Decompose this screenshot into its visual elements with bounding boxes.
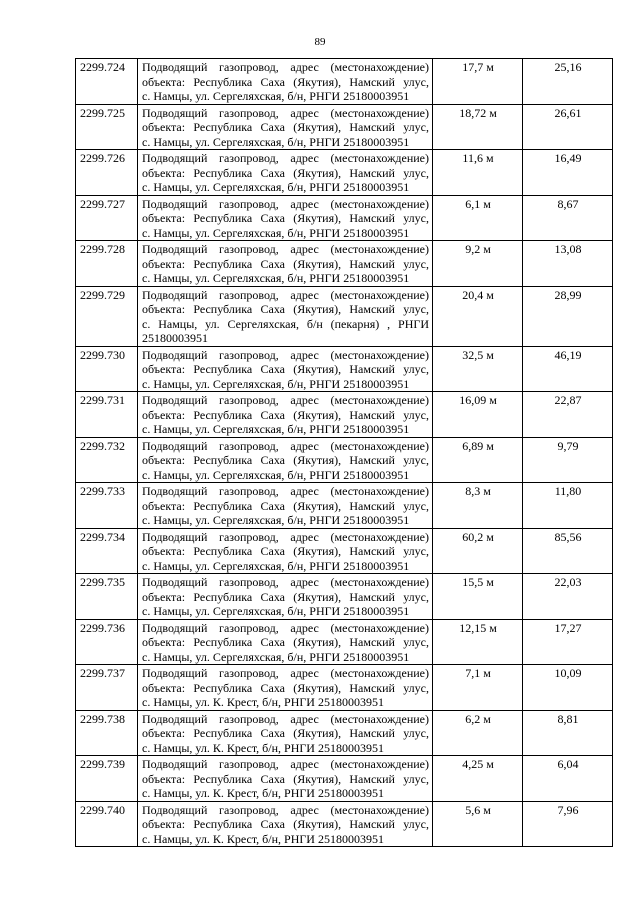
value-cell: 17,27 bbox=[523, 619, 613, 665]
value-cell: 10,09 bbox=[523, 665, 613, 711]
value-cell: 9,79 bbox=[523, 437, 613, 483]
length-cell: 15,5 м bbox=[433, 574, 523, 620]
description-line: с. Намцы, ул. Сергеляхская, б/н, РНГИ 25180003951 bbox=[142, 649, 410, 664]
description-line: объекта: Республика Саха (Якутия), Намский улус, bbox=[142, 498, 429, 513]
length-cell: 32,5 м bbox=[433, 346, 523, 392]
registry-table bbox=[75, 58, 613, 847]
description-line: Подводящий газопровод, адрес (местонахождение) bbox=[142, 757, 429, 771]
description-line: объекта: Республика Саха (Якутия), Намский улус, bbox=[142, 817, 429, 831]
description-line: объекта: Республика Саха (Якутия), Намский улус, bbox=[142, 256, 429, 271]
object-description-cell bbox=[138, 437, 433, 483]
description-line: с. Намцы, ул. Сергеляхская, б/н, РНГИ 25180003951 bbox=[142, 271, 410, 285]
description-line: Подводящий газопровод, адрес (местонахождение) bbox=[142, 484, 429, 498]
table-row bbox=[76, 59, 613, 105]
description-line: Подводящий газопровод, адрес (местонахождение) bbox=[142, 105, 429, 120]
length-cell: 8,3 м bbox=[433, 483, 523, 529]
description-line: с. Намцы, ул. Сергеляхская, б/н, РНГИ 25180003951 bbox=[142, 513, 410, 527]
row-number-cell: 2299.727 bbox=[76, 195, 138, 241]
description-line: с. Намцы, ул. Сергеляхская, б/н, РНГИ 25180003951 bbox=[142, 422, 410, 436]
value-cell: 22,87 bbox=[523, 392, 613, 438]
description-line: объекта: Республика Саха (Якутия), Намский улус, bbox=[142, 407, 429, 422]
object-description-cell bbox=[138, 710, 433, 756]
object-description-cell bbox=[138, 528, 433, 574]
description-line: Подводящий газопровод, адрес (местонахождение) bbox=[142, 242, 429, 256]
table-row bbox=[76, 150, 613, 196]
object-description-cell bbox=[138, 104, 433, 150]
object-description-cell bbox=[138, 241, 433, 287]
row-number-cell: 2299.730 bbox=[76, 346, 138, 392]
value-cell: 11,80 bbox=[523, 483, 613, 529]
description-line: с. Намцы, ул. Сергеляхская, б/н, РНГИ 25180003951 bbox=[142, 134, 410, 149]
description-line: с. Намцы, ул. Сергеляхская, б/н, РНГИ 25180003951 bbox=[142, 89, 410, 103]
length-cell: 6,1 м bbox=[433, 195, 523, 241]
description-line: объекта: Республика Саха (Якутия), Намский улус, bbox=[142, 74, 429, 89]
table-row bbox=[76, 195, 613, 241]
row-number-cell: 2299.732 bbox=[76, 437, 138, 483]
object-description-cell bbox=[138, 59, 433, 105]
description-line: с. Намцы, ул. Сергеляхская, б/н, РНГИ 25180003951 bbox=[142, 180, 410, 194]
object-description-cell bbox=[138, 574, 433, 620]
row-number-cell: 2299.738 bbox=[76, 710, 138, 756]
object-description-cell bbox=[138, 195, 433, 241]
description-line: объекта: Республика Саха (Якутия), Намский улус, bbox=[142, 211, 429, 225]
description-line: объекта: Республика Саха (Якутия), Намский улус, bbox=[142, 589, 429, 604]
length-cell: 9,2 м bbox=[433, 241, 523, 287]
value-cell: 28,99 bbox=[523, 286, 613, 346]
table-row bbox=[76, 286, 613, 346]
description-line: объекта: Республика Саха (Якутия), Намский улус, bbox=[142, 165, 429, 180]
row-number-cell: 2299.724 bbox=[76, 59, 138, 105]
description-line: с. Намцы, ул. К. Крест, б/н, РНГИ 25180003951 bbox=[142, 786, 384, 800]
table-row bbox=[76, 619, 613, 665]
table-row bbox=[76, 710, 613, 756]
description-line: Подводящий газопровод, адрес (местонахождение) bbox=[142, 711, 429, 726]
object-description-cell bbox=[138, 150, 433, 196]
description-line: объекта: Республика Саха (Якутия), Намский улус, bbox=[142, 771, 429, 786]
table-row bbox=[76, 104, 613, 150]
object-description-cell bbox=[138, 392, 433, 438]
row-number-cell: 2299.740 bbox=[76, 801, 138, 847]
table-row bbox=[76, 437, 613, 483]
description-line: Подводящий газопровод, адрес (местонахождение) bbox=[142, 287, 429, 302]
description-line: объекта: Республика Саха (Якутия), Намский улус, bbox=[142, 544, 429, 558]
value-cell: 13,08 bbox=[523, 241, 613, 287]
length-cell: 12,15 м bbox=[433, 619, 523, 665]
row-number-cell: 2299.735 bbox=[76, 574, 138, 620]
description-line: объекта: Республика Саха (Якутия), Намский улус, bbox=[142, 362, 429, 376]
description-line: с. Намцы, ул. Сергеляхская, б/н, РНГИ 25180003951 bbox=[142, 604, 410, 618]
value-cell: 85,56 bbox=[523, 528, 613, 574]
row-number-cell: 2299.728 bbox=[76, 241, 138, 287]
description-line: Подводящий газопровод, адрес (местонахождение) bbox=[142, 393, 429, 407]
description-line: Подводящий газопровод, адрес (местонахождение) bbox=[142, 151, 429, 165]
object-description-cell bbox=[138, 286, 433, 346]
object-description-cell bbox=[138, 756, 433, 802]
value-cell: 8,81 bbox=[523, 710, 613, 756]
description-line: Подводящий газопровод, адрес (местонахождение) bbox=[142, 347, 429, 362]
description-line: с. Намцы, ул. Сергеляхская, б/н, РНГИ 25180003951 bbox=[142, 376, 410, 391]
row-number-cell: 2299.734 bbox=[76, 528, 138, 574]
page-number: 89 bbox=[314, 36, 326, 48]
description-line: объекта: Республика Саха (Якутия), Намский улус, bbox=[142, 453, 429, 467]
description-line: Подводящий газопровод, адрес (местонахождение) bbox=[142, 438, 429, 453]
description-line: с. Намцы, ул. Сергеляхская, б/н, РНГИ 25180003951 bbox=[142, 467, 410, 482]
description-line: Подводящий газопровод, адрес (местонахождение) bbox=[142, 620, 429, 635]
length-cell: 4,25 м bbox=[433, 756, 523, 802]
length-cell: 6,89 м bbox=[433, 437, 523, 483]
description-line: Подводящий газопровод, адрес (местонахождение) bbox=[142, 666, 429, 680]
description-line: Подводящий газопровод, адрес (местонахождение) bbox=[142, 529, 429, 544]
registry-table-body bbox=[76, 59, 613, 847]
object-description-cell bbox=[138, 665, 433, 711]
description-line: объекта: Республика Саха (Якутия), Намский улус, bbox=[142, 120, 429, 134]
value-cell: 16,49 bbox=[523, 150, 613, 196]
length-cell: 20,4 м bbox=[433, 286, 523, 346]
table-row bbox=[76, 528, 613, 574]
description-line: объекта: Республика Саха (Якутия), Намский улус, bbox=[142, 302, 429, 316]
table-row bbox=[76, 801, 613, 847]
description-line: с. Намцы, ул. К. Крест, б/н, РНГИ 25180003951 bbox=[142, 695, 384, 709]
value-cell: 26,61 bbox=[523, 104, 613, 150]
value-cell: 22,03 bbox=[523, 574, 613, 620]
description-line: с. Намцы, ул. Сергеляхская, б/н (пекарня) , РНГИ bbox=[142, 316, 429, 331]
value-cell: 7,96 bbox=[523, 801, 613, 847]
length-cell: 16,09 м bbox=[433, 392, 523, 438]
description-line: объекта: Республика Саха (Якутия), Намский улус, bbox=[142, 680, 429, 695]
row-number-cell: 2299.731 bbox=[76, 392, 138, 438]
table-row bbox=[76, 346, 613, 392]
length-cell: 17,7 м bbox=[433, 59, 523, 105]
description-line: объекта: Республика Саха (Якутия), Намский улус, bbox=[142, 726, 429, 740]
table-row bbox=[76, 665, 613, 711]
length-cell: 18,72 м bbox=[433, 104, 523, 150]
value-cell: 25,16 bbox=[523, 59, 613, 105]
value-cell: 8,67 bbox=[523, 195, 613, 241]
table-row bbox=[76, 483, 613, 529]
description-line: Подводящий газопровод, адрес (местонахождение) bbox=[142, 60, 429, 74]
table-row bbox=[76, 574, 613, 620]
table-row bbox=[76, 241, 613, 287]
description-line: объекта: Республика Саха (Якутия), Намский улус, bbox=[142, 635, 429, 649]
description-line: Подводящий газопровод, адрес (местонахождение) bbox=[142, 575, 429, 589]
row-number-cell: 2299.737 bbox=[76, 665, 138, 711]
object-description-cell bbox=[138, 801, 433, 847]
description-line: с. Намцы, ул. К. Крест, б/н, РНГИ 25180003951 bbox=[142, 740, 384, 755]
length-cell: 60,2 м bbox=[433, 528, 523, 574]
object-description-cell bbox=[138, 346, 433, 392]
description-line: с. Намцы, ул. К. Крест, б/н, РНГИ 25180003951 bbox=[142, 831, 384, 846]
table-row bbox=[76, 392, 613, 438]
row-number-cell: 2299.739 bbox=[76, 756, 138, 802]
description-line: с. Намцы, ул. Сергеляхская, б/н, РНГИ 25180003951 bbox=[142, 225, 410, 240]
object-description-cell bbox=[138, 619, 433, 665]
description-line: Подводящий газопровод, адрес (местонахождение) bbox=[142, 802, 429, 817]
value-cell: 6,04 bbox=[523, 756, 613, 802]
row-number-cell: 2299.733 bbox=[76, 483, 138, 529]
value-cell: 46,19 bbox=[523, 346, 613, 392]
length-cell: 7,1 м bbox=[433, 665, 523, 711]
description-line: Подводящий газопровод, адрес (местонахождение) bbox=[142, 196, 429, 211]
description-line: 25180003951 bbox=[142, 331, 208, 345]
description-line: с. Намцы, ул. Сергеляхская, б/н, РНГИ 25180003951 bbox=[142, 558, 410, 573]
length-cell: 5,6 м bbox=[433, 801, 523, 847]
row-number-cell: 2299.729 bbox=[76, 286, 138, 346]
object-description-cell bbox=[138, 483, 433, 529]
length-cell: 11,6 м bbox=[433, 150, 523, 196]
row-number-cell: 2299.726 bbox=[76, 150, 138, 196]
table-row bbox=[76, 756, 613, 802]
length-cell: 6,2 м bbox=[433, 710, 523, 756]
row-number-cell: 2299.736 bbox=[76, 619, 138, 665]
row-number-cell: 2299.725 bbox=[76, 104, 138, 150]
